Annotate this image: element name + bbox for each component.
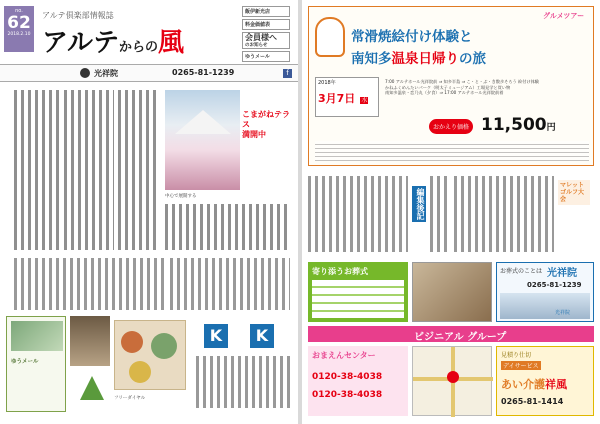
article-column-4 bbox=[165, 204, 290, 250]
dish-3 bbox=[129, 361, 151, 383]
date-month: 3月 bbox=[318, 92, 337, 105]
photo-caption-text: こまがねテラス 満開中 bbox=[242, 110, 290, 139]
cherry-blossom-photo bbox=[165, 90, 240, 190]
bigi-sub: おまえんセンター bbox=[312, 351, 376, 360]
schedule-line-1: 7:00 アルテホール光祥院前 ⇒ 知多半島 ⇒ こ・と・ぶ・き散歩そろう 絵付け体験 bbox=[385, 79, 539, 84]
panel-photo-2 bbox=[70, 316, 110, 366]
k-logo-2: K bbox=[250, 324, 274, 348]
ai-title bbox=[501, 373, 567, 392]
panel-photo bbox=[11, 321, 63, 351]
date-year: 2018年 bbox=[318, 80, 336, 86]
bigi-phone: 0120-38-4038 bbox=[312, 372, 383, 382]
sidebar-item-shinko[interactable]: 飯伊新光店 bbox=[242, 6, 290, 17]
masthead-title bbox=[42, 22, 184, 59]
editor-heading: 編集後記 bbox=[412, 186, 426, 222]
headline-2-b: 温泉日帰り bbox=[391, 51, 459, 67]
dish-1 bbox=[121, 331, 143, 353]
title-kaze: 風 bbox=[157, 28, 184, 58]
tour-fineprint bbox=[315, 141, 589, 161]
sidebar-note: のお知らせ bbox=[245, 43, 268, 48]
kouka-name: 光祥院 bbox=[547, 268, 577, 279]
map-box bbox=[412, 346, 492, 416]
issue-badge bbox=[4, 6, 34, 52]
headline-2-c: の旅 bbox=[459, 51, 486, 67]
kouka-box bbox=[496, 262, 594, 322]
headline-2-a: 南知多 bbox=[351, 51, 392, 67]
mountain-shape bbox=[175, 110, 231, 134]
issue-number: 62 bbox=[7, 13, 31, 33]
masthead-subtitle: アルテ倶楽部情報誌 bbox=[42, 11, 114, 20]
kouka-tag: 光祥院 bbox=[555, 310, 571, 316]
event-heading: マレットゴルフ大会 bbox=[558, 180, 590, 205]
price-unit: 円 bbox=[546, 123, 556, 133]
photo-caption bbox=[242, 110, 290, 170]
bigi-band bbox=[308, 326, 594, 342]
kouka-phone: 0265-81-1239 bbox=[527, 281, 582, 289]
sponsor-logo-icon bbox=[80, 68, 90, 78]
price-value bbox=[481, 115, 556, 135]
kouka-photo bbox=[500, 293, 590, 319]
map-pin-icon bbox=[447, 371, 459, 383]
article-column-1 bbox=[14, 90, 60, 250]
sidebar-item-yumail[interactable]: ゆうメール bbox=[242, 51, 290, 62]
sponsor-phone: 0265-81-1239 bbox=[172, 68, 235, 77]
editor-body-2 bbox=[430, 176, 448, 252]
date-weekday: 水 bbox=[361, 97, 368, 104]
bigi-phone-2: 0120-38-4038 bbox=[312, 390, 383, 400]
osoushiki-heading: 寄り添うお葬式 bbox=[312, 267, 368, 276]
sidebar-kaiin-label: 会員様へ bbox=[245, 33, 277, 42]
ai-box bbox=[496, 346, 594, 416]
schedule bbox=[385, 79, 590, 96]
title-main: アルテ bbox=[42, 28, 119, 58]
article-column-5 bbox=[14, 258, 164, 310]
title-small: からの bbox=[118, 40, 158, 55]
schedule-line-3: 南知多温泉・恋乃丸（夕食）⇒ 17:00 アルテホール光祥院前着 bbox=[385, 90, 504, 95]
left-page bbox=[0, 0, 298, 424]
date-block bbox=[315, 77, 379, 117]
price-badge: おかえり価格 bbox=[429, 119, 473, 134]
kouka-title: お葬式のことは bbox=[500, 268, 543, 275]
ai-small: 見積り仕切 bbox=[501, 352, 532, 359]
ai-tag: デイサービス bbox=[503, 363, 539, 370]
osoushiki-list bbox=[312, 280, 404, 318]
issue-label: no. bbox=[15, 8, 23, 14]
food-photo bbox=[114, 320, 186, 390]
tree-icon bbox=[80, 376, 104, 400]
osoushiki-box bbox=[308, 262, 408, 322]
editor-body bbox=[308, 176, 408, 252]
dish-2 bbox=[151, 333, 177, 359]
headline-1: 常滑焼絵付け体験と bbox=[351, 29, 473, 45]
article-column-2 bbox=[64, 90, 114, 250]
event-body bbox=[454, 176, 554, 252]
bigi-name: ビジニアル グループ bbox=[414, 332, 507, 343]
panel-label: ゆうメール bbox=[11, 359, 39, 365]
hall-photo bbox=[412, 262, 492, 322]
article-column-7 bbox=[196, 356, 290, 408]
sponsor-name: 光祥院 bbox=[94, 69, 118, 78]
article-column-3 bbox=[118, 90, 160, 250]
ai-title-2: 祥風 bbox=[545, 378, 567, 391]
masthead-sidebar bbox=[242, 6, 290, 62]
sidebar-item-kaiin[interactable] bbox=[242, 32, 290, 49]
schedule-line-2: かねふくめんたいパーク（明太子ミュージアム）工場見学と買い物 bbox=[385, 84, 511, 90]
article-column-6 bbox=[170, 258, 290, 310]
right-page bbox=[302, 0, 600, 424]
group-ad bbox=[308, 262, 594, 418]
ai-phone: 0265-81-1414 bbox=[501, 397, 564, 406]
sidebar-item-ryokin[interactable]: 料金価値表 bbox=[242, 19, 290, 30]
editor-section bbox=[308, 176, 448, 256]
banner-tag: グルメツアー bbox=[543, 12, 585, 20]
panel-box bbox=[6, 316, 66, 412]
mascot-cat-icon bbox=[315, 17, 345, 57]
facebook-icon[interactable]: f bbox=[283, 69, 292, 78]
tour-ad bbox=[308, 6, 594, 166]
event-section bbox=[454, 176, 594, 256]
sponsor-strip bbox=[0, 64, 298, 82]
headline-2 bbox=[351, 47, 486, 67]
feature-label: 中心で展開する bbox=[165, 194, 197, 199]
date-day: 7日 bbox=[336, 92, 356, 105]
ai-title-1: あい介護 bbox=[501, 378, 545, 391]
issue-date: 2018.2.10 bbox=[7, 32, 31, 37]
price-amount: 11,500 bbox=[481, 115, 547, 135]
masthead bbox=[0, 0, 298, 80]
bigi-center bbox=[308, 346, 408, 416]
k-logo-1: K bbox=[204, 324, 228, 348]
footer-note: フリーダイヤル bbox=[114, 396, 146, 401]
